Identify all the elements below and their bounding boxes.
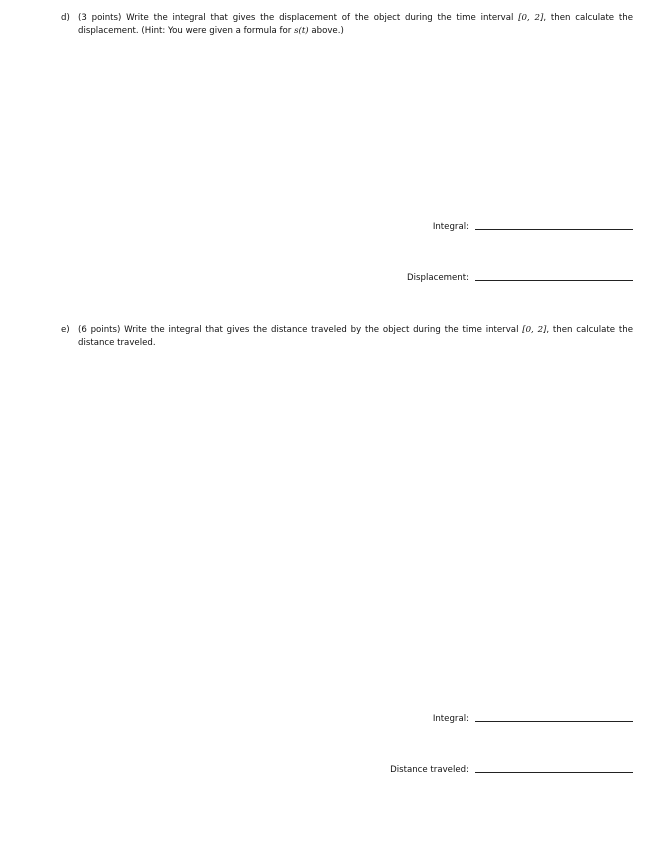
part-d-integral-label: Integral: xyxy=(432,222,469,232)
part-d-question xyxy=(61,12,633,39)
part-e-text xyxy=(78,324,633,351)
part-d-integral-answer-blank[interactable] xyxy=(475,229,633,230)
part-d-text-middle: , then calculate the displacement. (Hint: You were given a formula for xyxy=(78,13,633,37)
part-d-interval: [0, 2] xyxy=(518,13,544,23)
part-e-text-end: , then calculate the distance traveled. xyxy=(78,325,633,349)
part-d-text-end: above.) xyxy=(308,26,344,37)
part-d-displacement-answer-row xyxy=(407,272,633,284)
part-e-interval: [0, 2] xyxy=(522,325,547,335)
part-e-distance-answer-row xyxy=(390,764,633,776)
part-d-text-start: (3 points) Write the integral that gives the displacement of the object during the time interval xyxy=(78,13,519,23)
part-d-text xyxy=(78,12,633,39)
part-d-marker: d) xyxy=(61,13,70,23)
part-e-integral-answer-row xyxy=(433,713,633,725)
part-e-distance-answer-blank[interactable] xyxy=(475,772,633,773)
part-e-question xyxy=(61,324,633,351)
part-d-function-name: s(t) xyxy=(294,26,309,37)
part-e-text-start: (6 points) Write the integral that gives the distance traveled by the object during the time interval xyxy=(78,325,523,335)
part-d-integral-answer-row xyxy=(433,221,633,233)
part-e-marker: e) xyxy=(61,325,70,335)
part-d-displacement-answer-blank[interactable] xyxy=(475,280,633,281)
part-e-integral-answer-blank[interactable] xyxy=(475,721,633,722)
part-d-displacement-label: Displacement: xyxy=(407,273,469,283)
part-e-distance-label: Distance traveled: xyxy=(390,765,469,775)
part-e-integral-label: Integral: xyxy=(432,714,469,724)
